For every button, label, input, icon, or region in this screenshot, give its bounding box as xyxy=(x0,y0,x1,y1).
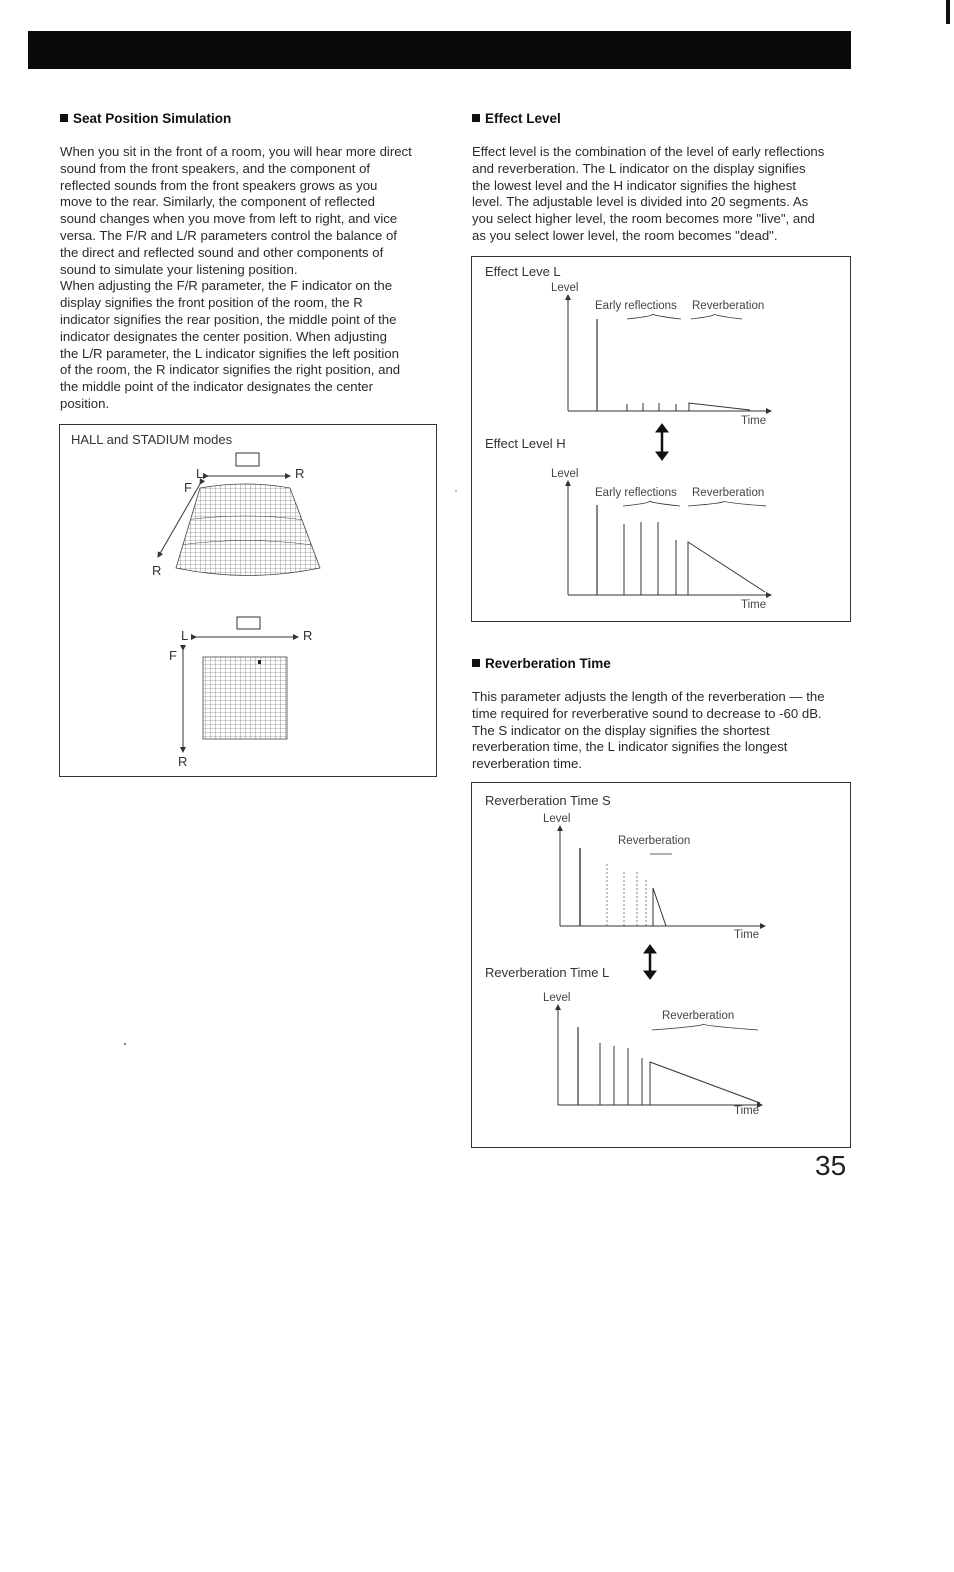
effect-low-time-label: Time xyxy=(741,415,767,427)
grid-seat-diagram xyxy=(183,617,298,752)
effect-level-heading-text: Effect Level xyxy=(485,111,561,126)
reverb-short-reverb-label: Reverberation xyxy=(618,835,691,847)
effect-high-title: Effect Level H xyxy=(485,436,566,451)
reverb-time-heading-text: Reverberation Time xyxy=(485,656,611,671)
reverb-time-body: This parameter adjusts the length of the reverberation — the time required for reverberative sound to decrease to -60 dB. The S indicator on the display signifies the shortest reverberation time, the L indicator signifies the longest reverberation time. xyxy=(472,689,825,772)
display-indicator-icon xyxy=(237,617,260,629)
fan-right-label: R xyxy=(295,466,305,481)
effect-high-time-label: Time xyxy=(741,599,767,611)
effect-level-body: Effect level is the combination of the level of early reflections and reverberation. The L indicator on the display signifies the lowest level and the H indicator signifies the highest level. The adjustable level is divided into 20 segments. As you select higher level, the room becomes more "live", and as you select lower level, the room becomes "dead". xyxy=(472,144,825,243)
reverb-long-level-label: Level xyxy=(543,992,571,1004)
effect-high-reverb-label: Reverberation xyxy=(692,487,765,499)
reverb-long-reverb-label: Reverberation xyxy=(662,1010,735,1022)
effect-high-early-label: Early reflections xyxy=(595,487,677,499)
reverb-long-title: Reverberation Time L xyxy=(485,965,610,980)
reverb-short-graph xyxy=(560,826,765,926)
fan-left-label: L xyxy=(196,466,204,481)
reverb-short-level-label: Level xyxy=(543,813,571,825)
seat-position-body: When you sit in the front of a room, you will hear more direct sound from the front speakers, and the component of reflected sounds from the front speakers grows as you move to the rear. Similarly, the component of reflected sound changes when you move from left to right, and vice versa. The F/R and L/R parameters control the balance of the direct and reflected sound and other components of sound to simulate your listening position. When adjusting the F/R parameter, the F indicator on the display signifies the front position of the room, the R indicator signifies the rear position, the middle point of the indicator designates the center position. When adjusting the L/R parameter, the L indicator signifies the left position of the room, the R indicator signifies the right position, and the middle point of the indicator designates the center position. xyxy=(60,144,412,411)
effect-low-level-label: Level xyxy=(551,282,579,294)
display-indicator-icon xyxy=(236,453,259,466)
reverb-short-time-label: Time xyxy=(734,929,760,941)
effect-low-graph xyxy=(568,295,771,411)
effect-high-graph xyxy=(568,481,771,595)
effect-high-level-label: Level xyxy=(551,468,579,480)
fan-rear-label: R xyxy=(152,563,162,578)
effect-low-title: Effect Leve L xyxy=(485,264,561,279)
effect-low-early-label: Early reflections xyxy=(595,300,677,312)
grid-rear-label: R xyxy=(178,754,188,769)
grid-left-label: L xyxy=(181,628,189,643)
hall-stadium-title: HALL and STADIUM modes xyxy=(71,432,233,447)
fan-front-label: F xyxy=(184,480,192,495)
double-arrow-icon xyxy=(656,424,668,460)
stadium-seating-grid xyxy=(203,657,287,739)
reverb-short-title: Reverberation Time S xyxy=(485,793,611,808)
grid-front-label: F xyxy=(169,648,177,663)
grid-right-label: R xyxy=(303,628,313,643)
seat-position-heading-text: Seat Position Simulation xyxy=(73,111,232,126)
effect-low-reverb-label: Reverberation xyxy=(692,300,765,312)
page-number: 35 xyxy=(815,1150,847,1181)
reverb-long-graph xyxy=(558,1005,762,1105)
hall-seating-grid xyxy=(176,484,320,576)
double-arrow-icon xyxy=(644,945,656,979)
fan-seat-diagram xyxy=(158,453,320,576)
reverb-long-time-label: Time xyxy=(734,1105,760,1117)
